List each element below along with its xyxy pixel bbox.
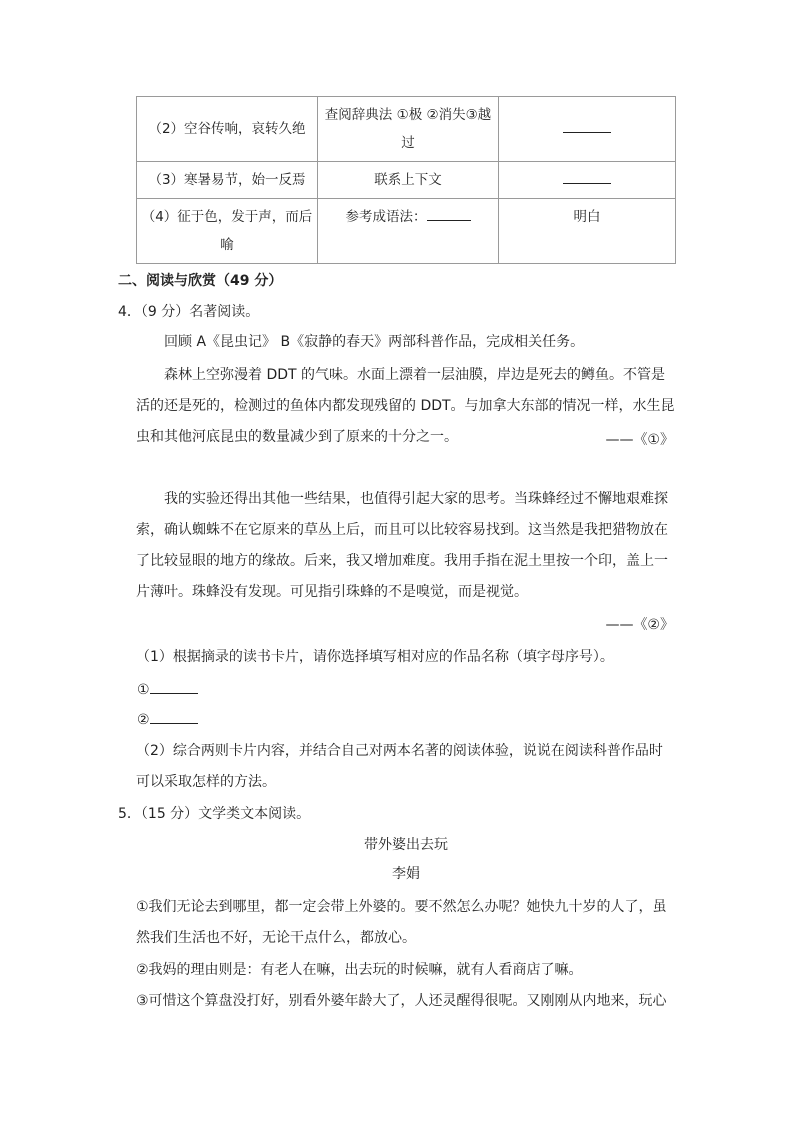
answer-blank[interactable] xyxy=(427,206,471,221)
answer-line xyxy=(137,679,198,698)
sub-question: （2）综合两则卡片内容，并结合自己对两本名著的阅读体验，说说在阅读科普作品时可以采取怎样的方法。 xyxy=(136,743,663,790)
blank-label: ① xyxy=(137,682,150,698)
answer-blank[interactable] xyxy=(150,709,198,724)
phrase-text: （4）征于色，发于声，而后喻 xyxy=(141,209,313,253)
method-text: 查阅辞典法 ①极 ②消失③越过 xyxy=(324,107,492,151)
story-paragraph: ③可惜这个算盘没打好，别看外婆年龄大了，人还灵醒得很呢。又刚刚从内地来，玩心 xyxy=(136,993,667,1009)
answer-blank[interactable] xyxy=(150,679,198,694)
excerpt-paragraph: 我的实验还得出其他一些结果，也值得引起大家的思考。当珠蜂经过不懈地艰难探索，确认蜘蛛不在它原来的草丛上后，而且可以比较容易找到。这当然是我把猎物放在了比较显眼的地方的缘故。后来，我又增加难度。我用手指在泥土里按一个印，盖上一片薄叶。珠蜂没有发现。可见指引珠蜂的不是嗅觉，而是视觉。 xyxy=(136,491,668,600)
blank-label: ② xyxy=(137,712,150,728)
excerpt-source: ——《①》 xyxy=(605,432,674,448)
table-cell-method xyxy=(318,162,499,199)
answer-blank[interactable] xyxy=(563,169,611,184)
table-cell-method xyxy=(318,97,499,162)
excerpt-paragraph: 森林上空弥漫着 DDT 的气味。水面上漂着一层油膜，岸边是死去的鳟鱼。不管是活的还是死的，检测过的鱼体内都发现残留的 DDT。与加拿大东部的情况一样，水生昆虫和其他河底昆虫的数量减少到了原来的十分之一。 xyxy=(136,367,675,445)
method-text: 联系上下文 xyxy=(374,172,442,188)
table-cell-answer xyxy=(499,199,676,264)
table-cell-phrase xyxy=(137,97,318,162)
answer-line xyxy=(137,709,198,728)
table-cell-answer[interactable] xyxy=(499,162,676,199)
story-author: 李娟 xyxy=(392,866,420,882)
question-heading: 5．（15 分）文学类文本阅读。 xyxy=(118,806,311,822)
story-title: 带外婆出去玩 xyxy=(364,837,448,853)
excerpt-source: ——《②》 xyxy=(605,617,674,633)
question-intro: 回顾 A《昆虫记》 B《寂静的春天》两部科普作品，完成相关任务。 xyxy=(164,334,585,350)
table-cell-phrase xyxy=(137,199,318,264)
table-row xyxy=(137,162,676,199)
story-paragraph: ①我们无论去到哪里，都一定会带上外婆的。要不然怎么办呢？她快九十岁的人了，虽然我们生活也不好，无论干点什么，都放心。 xyxy=(136,899,667,946)
method-text: 参考成语法： xyxy=(345,209,427,225)
table-row xyxy=(137,97,676,162)
table-row xyxy=(137,199,676,264)
phrase-text: （2）空谷传响，哀转久绝 xyxy=(148,121,306,137)
vocab-table xyxy=(136,96,676,264)
sub-question: （1）根据摘录的读书卡片，请你选择填写相对应的作品名称（填字母序号）。 xyxy=(136,649,614,665)
table-cell-answer[interactable] xyxy=(499,97,676,162)
story-paragraph: ②我妈的理由则是：有老人在嘛，出去玩的时候嘛，就有人看商店了嘛。 xyxy=(136,962,583,978)
question-heading: 4．（9 分）名著阅读。 xyxy=(118,304,260,320)
section-title: 二、阅读与欣赏（49 分） xyxy=(118,273,283,289)
answer-text: 明白 xyxy=(573,209,601,225)
table-cell-phrase xyxy=(137,162,318,199)
table-cell-method xyxy=(318,199,499,264)
phrase-text: （3）寒暑易节，始一反焉 xyxy=(148,172,306,188)
answer-blank[interactable] xyxy=(563,118,611,133)
